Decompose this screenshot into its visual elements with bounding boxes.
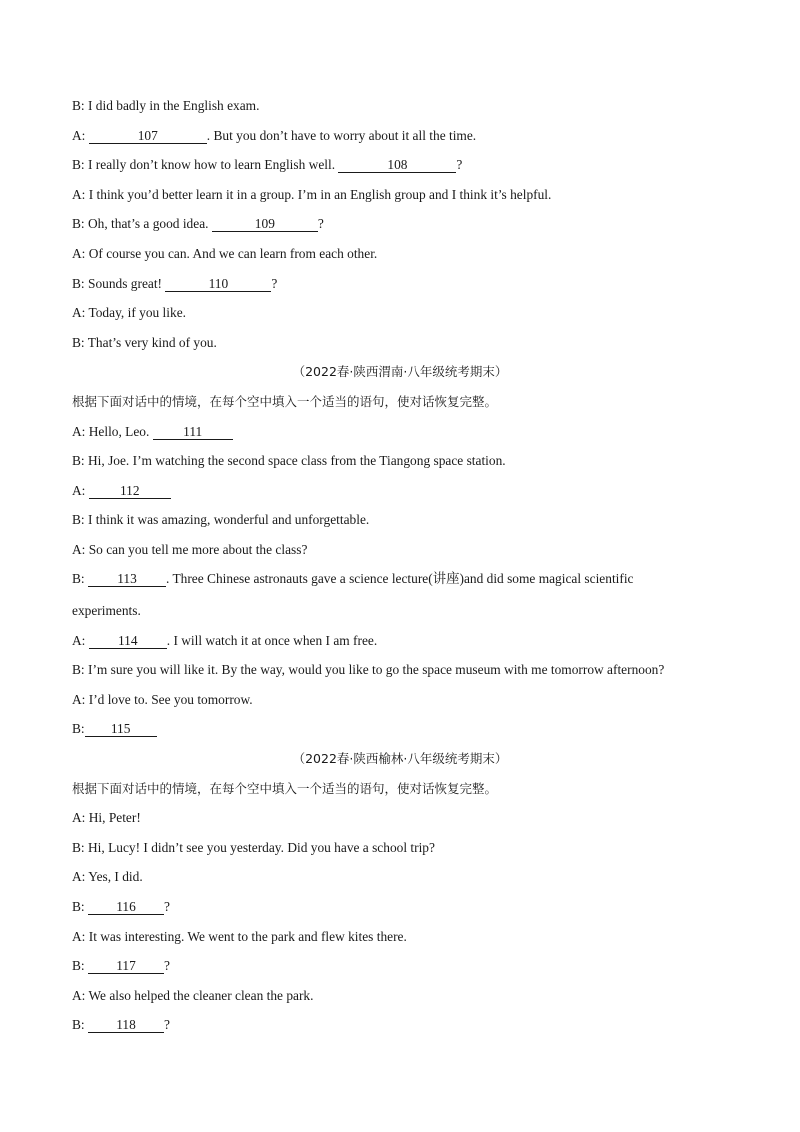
dialogue-line: A: Hi, Peter! [72,810,141,825]
dialogue-line: A: Of course you can. And we can learn from each other. [72,246,378,261]
dialogue-line: B: I did badly in the English exam. [72,98,260,113]
dialogue-line: A: 112 [72,483,171,499]
dialogue-line: A: Hello, Leo. 111 [72,424,233,440]
dialogue-line: A: I think you’d better learn it in a group. I’m in an English group and I think it’s helpful. [72,187,552,202]
dialogue-line: B: Hi, Lucy! I didn’t see you yesterday. Did you have a school trip? [72,840,435,855]
dialogue-line: A: So can you tell me more about the class? [72,542,308,557]
dialogue-line: A: Today, if you like. [72,305,186,320]
answer-blank[interactable]: 108 [338,158,456,173]
answer-blank[interactable]: 113 [88,572,166,587]
answer-blank[interactable]: 114 [89,634,167,649]
dialogue-line: experiments. [72,603,141,618]
dialogue-line: A: It was interesting. We went to the park and flew kites there. [72,929,407,944]
answer-blank[interactable]: 112 [89,484,171,499]
dialogue-line: A: Yes, I did. [72,869,143,884]
question-instruction: 根据下面对话中的情境，在每个空中填入一个适当的语句，使对话恢复完整。 [72,781,498,796]
answer-blank[interactable]: 115 [85,722,157,737]
dialogue-line: B: I’m sure you will like it. By the way, would you like to go the space museum with me tomorrow afternoon? [72,662,665,677]
answer-blank[interactable]: 107 [89,129,207,144]
dialogue-line: B: 117 ? [72,958,170,973]
dialogue-line: B: 115 [72,721,157,737]
question-source: （2022春·陕西榆林·八年级统考期末） [292,751,508,766]
dialogue-line: B: 113 . Three Chinese astronauts gave a science lecture(讲座)and did some magical scientific [72,571,634,586]
question-instruction: 根据下面对话中的情境，在每个空中填入一个适当的语句，使对话恢复完整。 [72,394,498,409]
answer-blank[interactable]: 109 [212,217,318,232]
dialogue-line: A: We also helped the cleaner clean the park. [72,988,314,1003]
question-source: （2022春·陕西渭南·八年级统考期末） [292,364,508,379]
answer-blank[interactable]: 116 [88,900,164,915]
dialogue-line: B: Hi, Joe. I’m watching the second space class from the Tiangong space station. [72,453,506,468]
dialogue-line: B: Oh, that’s a good idea. 109 ? [72,216,324,231]
dialogue-line: A: I’d love to. See you tomorrow. [72,692,253,707]
dialogue-line: B: 118 ? [72,1017,170,1032]
dialogue-line: B: That’s very kind of you. [72,335,217,350]
answer-blank[interactable]: 110 [165,277,271,292]
answer-blank[interactable]: 111 [153,425,233,440]
answer-blank[interactable]: 117 [88,959,164,974]
dialogue-line: B: 116 ? [72,899,170,914]
dialogue-line: B: I really don’t know how to learn English well. 108 ? [72,157,463,172]
answer-blank[interactable]: 118 [88,1018,164,1033]
dialogue-line: B: I think it was amazing, wonderful and unforgettable. [72,512,370,527]
dialogue-line: A: 114 . I will watch it at once when I am free. [72,633,378,648]
dialogue-line: A: 107 . But you don’t have to worry about it all the time. [72,128,477,143]
dialogue-line: B: Sounds great! 110 ? [72,276,278,291]
